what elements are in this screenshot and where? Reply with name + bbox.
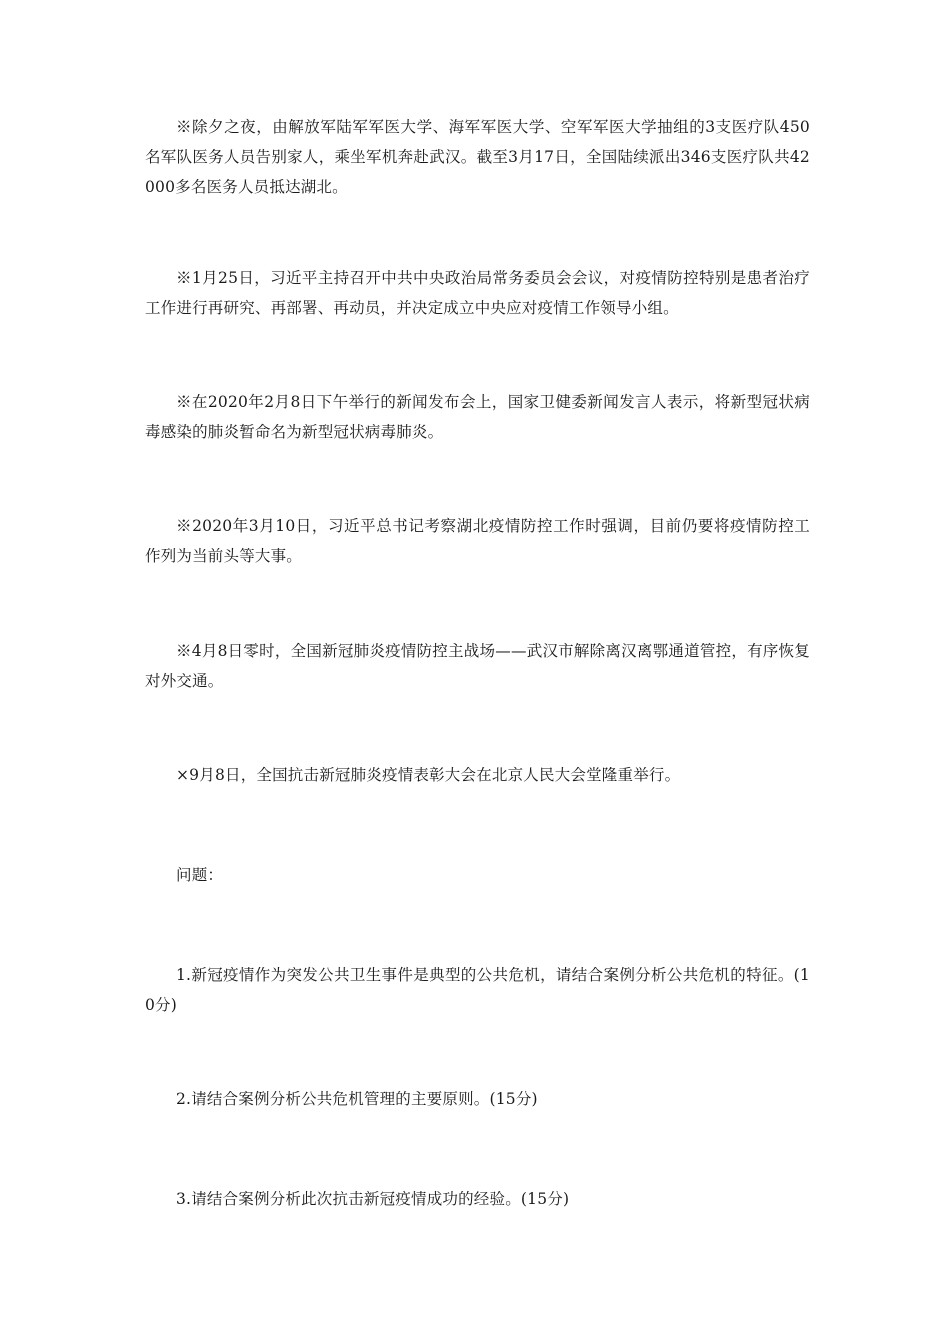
case-paragraph-1: ※除夕之夜，由解放军陆军军医大学、海军军医大学、空军军医大学抽组的3支医疗队450名军队医务人员告别家人，乘坐军机奔赴武汉。截至3月17日，全国陆续派出346支医疗队共42000多名医务人员抵达湖北。 [145,118,810,196]
case-paragraph-5: ※4月8日零时，全国新冠肺炎疫情防控主战场——武汉市解除离汉离鄂通道管控，有序恢复对外交通。 [145,642,810,690]
question-2: 2.请结合案例分析公共危机管理的主要原则。(15分) [176,1090,538,1108]
question-3: 3.请结合案例分析此次抗击新冠疫情成功的经验。(15分) [176,1190,570,1208]
case-paragraph-6: ×9月8日，全国抗击新冠肺炎疫情表彰大会在北京人民大会堂隆重举行。 [176,766,681,784]
questions-heading: 问题： [176,866,224,884]
question-1: 1.新冠疫情作为突发公共卫生事件是典型的公共危机，请结合案例分析公共危机的特征。(10分) [145,966,810,1014]
case-paragraph-2: ※1月25日，习近平主持召开中共中央政治局常务委员会会议，对疫情防控特别是患者治疗工作进行再研究、再部署、再动员，并决定成立中央应对疫情工作领导小组。 [145,269,810,317]
case-paragraph-3: ※在2020年2月8日下午举行的新闻发布会上，国家卫健委新闻发言人表示，将新型冠状病毒感染的肺炎暂命名为新型冠状病毒肺炎。 [145,393,810,441]
case-paragraph-4: ※2020年3月10日，习近平总书记考察湖北疫情防控工作时强调，目前仍要将疫情防控工作列为当前头等大事。 [145,517,810,565]
